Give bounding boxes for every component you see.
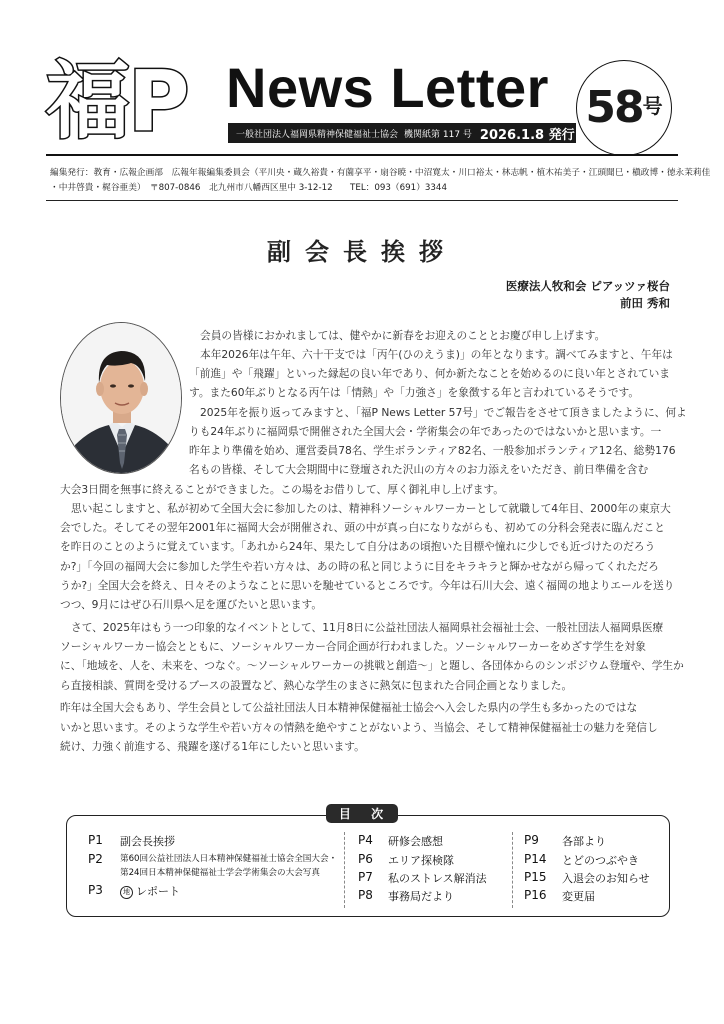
issue-date: 2026.1.8 発行 xyxy=(479,127,575,143)
paragraph-line: す。また60年ぶりとなる丙午は「情熱」や「力強さ」を象徴する年と言われているそうです。 xyxy=(189,386,640,399)
toc-item[interactable] xyxy=(358,852,454,868)
toc-item-label: とどのつぶやき xyxy=(562,854,639,867)
article-headline: 副会長挨拶 xyxy=(267,238,457,266)
editorial-divider xyxy=(46,200,678,201)
paragraph-line: 思い起こしますと、私が初めて全国大会に参加したのは、精神科ソーシャルワーカーとして就職して4年目、2000年の東京大 xyxy=(71,502,671,515)
toc-item[interactable] xyxy=(358,870,487,886)
paragraph-line: 昨年より準備を始め、運営委員78名、学生ボランティア82名、一般参加ボランティア12名、総勢176 xyxy=(189,444,676,457)
newsletter-logo xyxy=(46,52,188,150)
toc-item-label: 変更届 xyxy=(562,890,595,903)
toc-item-label: レポート xyxy=(136,885,180,898)
toc-item[interactable] xyxy=(524,888,595,904)
toc-item[interactable] xyxy=(88,833,175,849)
issue-suffix: 号 xyxy=(642,93,663,118)
logo-text: 福P xyxy=(46,52,188,150)
paragraph-line: 本年2026年は午年、六十干支では「丙午(ひのえうま)」の年となります。調べてみますと、午年は xyxy=(200,348,673,361)
toc-column-divider xyxy=(344,832,345,908)
publisher-name: 一般社団法人福岡県精神保健福祉士協会 xyxy=(236,129,399,140)
paragraph-line: いかと思います。そのような学生や若い方々の情熱を絶やすことがないよう、当協会、そして精神保健福祉士の魅力を発信し xyxy=(60,721,658,734)
toc-item-label: 研修会感想 xyxy=(388,835,443,848)
toc-item-label: 事務局だより xyxy=(388,890,454,903)
newsletter-title: News Letter xyxy=(226,56,549,119)
author-name: 前田 秀和 xyxy=(619,296,670,310)
toc-page-number: P2 xyxy=(88,852,103,866)
editorial-line: ・中井啓貴・梶谷亜美） 〒807-0846 北九州市八幡西区里中 3-12-12 TEL：093（691）3344 xyxy=(50,183,447,193)
paragraph-line: に、「地域を、人を、未来を、つなぐ。～ソーシャルワーカーの挑戦と創造～」と題し、各団体からのシンポジウム登壇や、学生か xyxy=(60,659,684,672)
paragraph-line: 大会3日間を無事に終えることができました。この場をお借りして、厚く御礼申し上げます。 xyxy=(60,483,504,496)
toc-item[interactable] xyxy=(358,888,454,904)
toc-page-number: P4 xyxy=(358,833,373,847)
toc-page-number: P8 xyxy=(358,888,373,902)
toc-item[interactable] xyxy=(524,852,639,868)
toc-page-number: P14 xyxy=(524,852,547,866)
paragraph-line: 2025年を振り返ってみますと、「福P News Letter 57号」でご報告をさせて頂きましたように、何よ xyxy=(200,406,687,419)
author-organization: 医療法人牧和会 ピアッツァ桜台 xyxy=(505,279,670,293)
bulletin-number: 機関紙第 117 号 xyxy=(404,129,472,140)
toc-item-label: 第24回日本精神保健福祉士学会学術集会の大会写真 xyxy=(120,868,320,878)
paragraph-line: 続け、力強く前進する、飛躍を遂げる1年にしたいと思います。 xyxy=(60,740,365,753)
toc-page-number: P3 xyxy=(88,883,103,897)
paragraph-line: りも24年ぶりに福岡県で開催された全国大会・学術集会の年であったのではないかと思います。一 xyxy=(189,425,662,438)
toc-item-label: 各部より xyxy=(562,835,606,848)
editorial-line: 編集発行：教育・広報企画部 広報年報編集委員会（平川央・蔵久裕貴・有薗享平・扇谷暁・中沼寛太・川口裕太・林志帆・植木祐美子・江頭聞巳・槇政博・徳永茉莉佳 xyxy=(50,168,711,178)
toc-page-number: P15 xyxy=(524,870,547,884)
issue-number: 58 xyxy=(585,82,643,133)
paragraph-line: 名もの皆様、そして大会期間中に登壇された沢山の方々のお力添えをいただき、前日準備を含む xyxy=(189,463,649,476)
masthead-divider xyxy=(46,154,678,156)
toc-page-number: P1 xyxy=(88,833,103,847)
paragraph-line: 会でした。そしてその翌年2001年に福岡大会が開催され、頭の中が真っ白になりながらも、初めての分科会発表に臨んだこと xyxy=(60,521,665,534)
toc-item-label: 入退会のお知らせ xyxy=(562,872,650,885)
paragraph-line: ら直接相談、質問を受けるブースの設置など、熱心な学生のまさに熱気に包まれた合同企画となりました。 xyxy=(60,679,573,692)
toc-page-number: P7 xyxy=(358,870,373,884)
toc-page-number: P9 xyxy=(524,833,539,847)
paragraph-line: か?」「今回の福岡大会に参加した学生や若い方々は、あの時の私と同じように目をキラキラと輝かせながら帰ってくれただろ xyxy=(60,560,659,573)
paragraph-line: 「前進」や「飛躍」といった縁起の良い年であり、何か新たなことを始めるのに良い年とされていま xyxy=(189,367,670,380)
paragraph-line: つつ、9月にはぜひ石川県へ足を運びたいと思います。 xyxy=(60,598,323,611)
toc-item-label: 副会長挨拶 xyxy=(120,835,175,848)
issue-number-badge xyxy=(576,60,672,156)
editorial-info xyxy=(50,166,711,196)
toc-item[interactable] xyxy=(88,852,337,880)
paragraph-line: を昨日のことのように覚えています。「あれから24年、果たして自分はあの頃抱いた目標や憧れに少しでも近づけたのだろう xyxy=(60,540,656,553)
toc-item[interactable] xyxy=(88,883,180,899)
toc-item[interactable] xyxy=(524,833,606,849)
paragraph-line: 会員の皆様におかれましては、健やかに新春をお迎えのこととお慶び申し上げます。 xyxy=(200,329,606,342)
toc-item[interactable] xyxy=(524,870,650,886)
toc-item[interactable] xyxy=(358,833,443,849)
toc-title: 目 次 xyxy=(326,804,398,823)
paragraph-line: うか?」全国大会を終え、日々そのようなことに思いを馳せているところです。今年は石川大会、遠く福岡の地よりエールを送り xyxy=(60,579,675,592)
toc-item-label: 私のストレス解消法 xyxy=(388,872,487,885)
paragraph-line: さて、2025年はもう一つ印象的なイベントとして、11月8日に公益社団法人福岡県社会福祉士会、一般社団法人福岡県医療 xyxy=(71,621,664,634)
paragraph-line: ソーシャルワーカー協会とともに、ソーシャルワーカー合同企画が行われました。ソーシャルワーカーをめざす学生を対象 xyxy=(60,640,646,653)
toc-page-number: P16 xyxy=(524,888,547,902)
publication-bar xyxy=(228,123,576,143)
author-portrait xyxy=(60,322,182,474)
paragraph-line: 昨年は全国大会もあり、学生会員として公益社団法人日本精神保健福祉士協会へ入会した県内の学生も多かったのではな xyxy=(60,701,638,714)
toc-column-divider xyxy=(512,832,513,908)
area-badge-icon: 地 xyxy=(120,886,133,899)
toc-item-label: エリア探検隊 xyxy=(388,854,454,867)
toc-page-number: P6 xyxy=(358,852,373,866)
toc-item-label: 第60回公益社団法人日本精神保健福祉士協会全国大会・ xyxy=(120,854,338,864)
portrait-photo xyxy=(61,323,182,474)
